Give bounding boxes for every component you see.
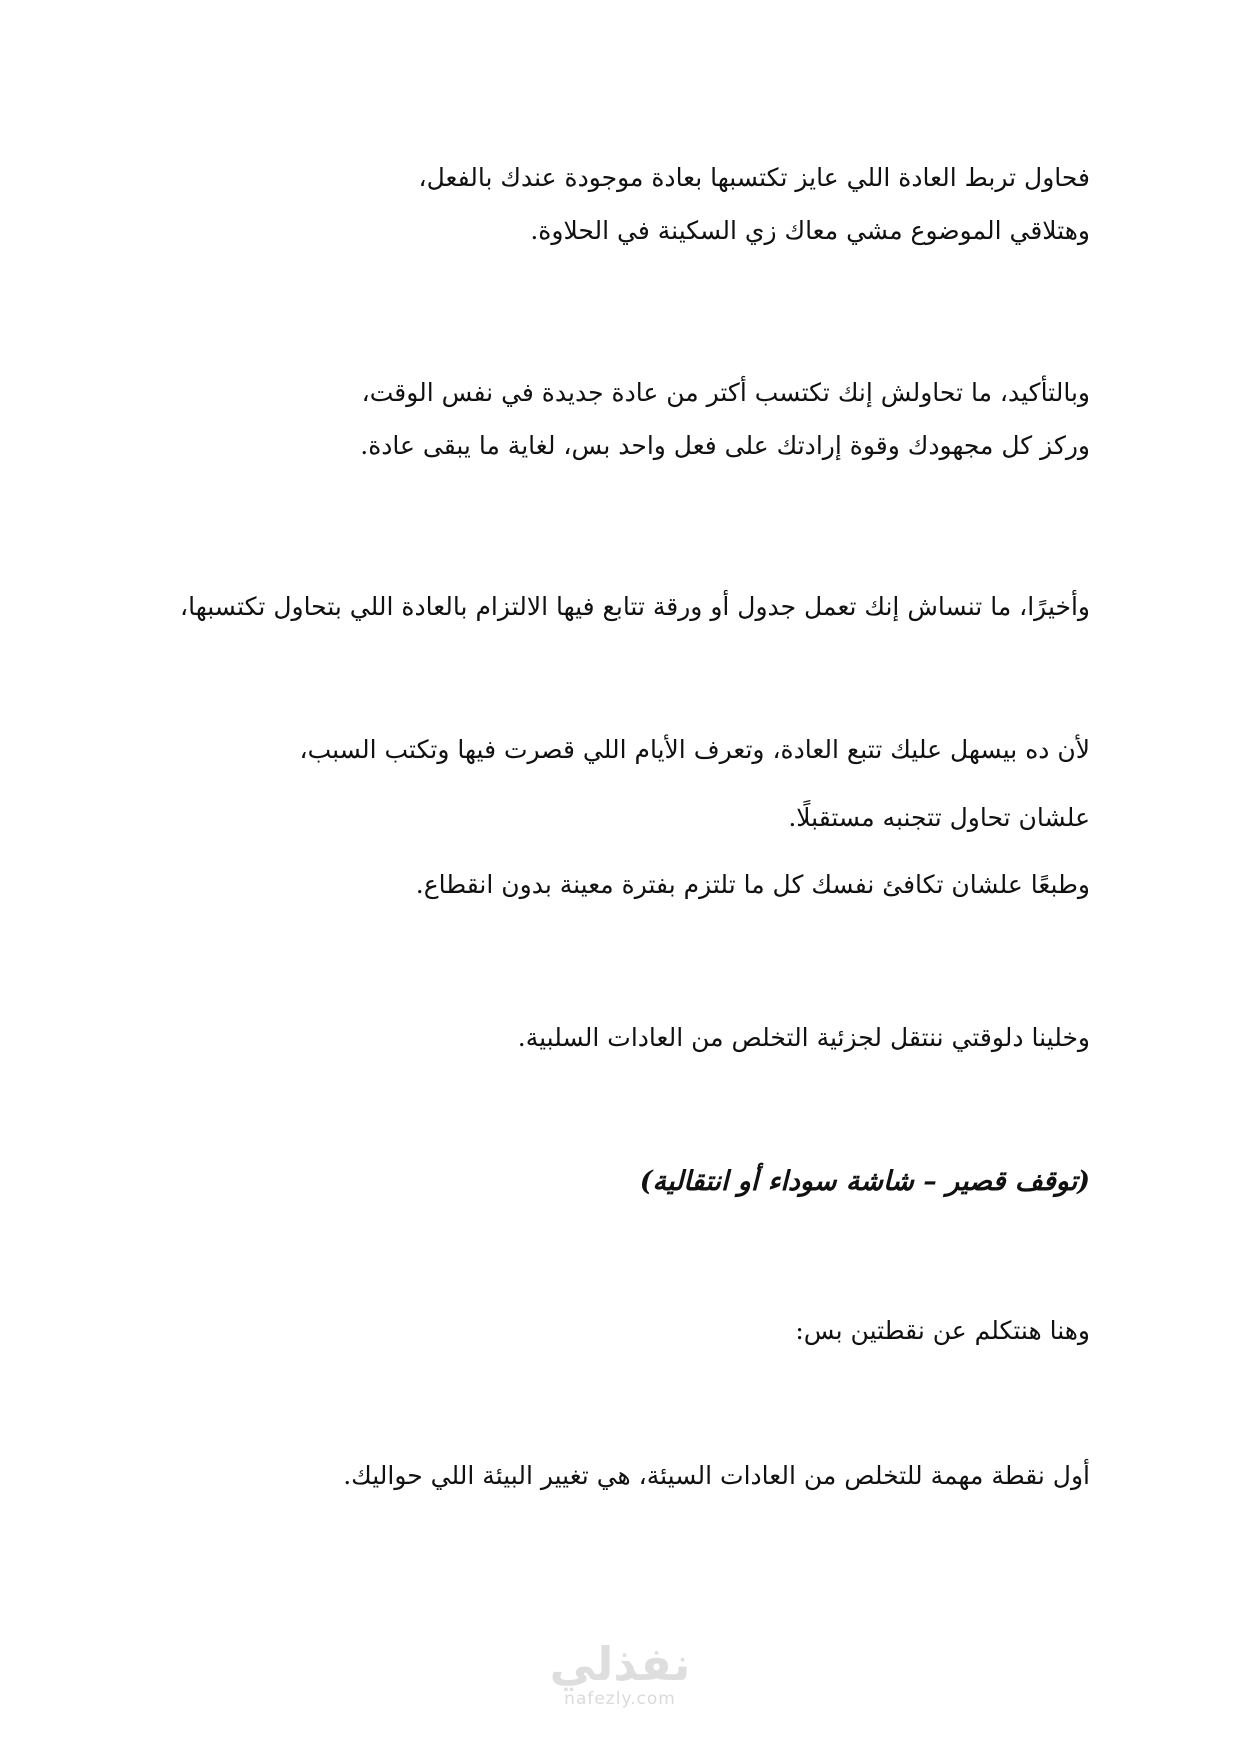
paragraph-line: وأخيرًا، ما تنساش إنك تعمل جدول أو ورقة تتابع فيها الالتزام بالعادة اللي بتحاول تكتسبها،: [180, 592, 1090, 621]
paragraph-line: لأن ده بيسهل عليك تتبع العادة، وتعرف الأيام اللي قصرت فيها وتكتب السبب،: [299, 735, 1090, 764]
paragraph-line: وخلينا دلوقتي ننتقل لجزئية التخلص من العادات السلبية.: [517, 1023, 1090, 1052]
paragraph-line: وبالتأكيد، ما تحاولش إنك تكتسب أكتر من عادة جديدة في نفس الوقت،: [361, 378, 1090, 407]
paragraph-line: فحاول تربط العادة اللي عايز تكتسبها بعادة موجودة عندك بالفعل،: [418, 163, 1090, 192]
paragraph-line: وهتلاقي الموضوع مشي معاك زي السكينة في الحلاوة.: [530, 216, 1090, 245]
nafezly-watermark: [530, 1637, 710, 1710]
paragraph-line: وهنا هنتكلم عن نقطتين بس:: [795, 1316, 1090, 1345]
watermark-url: nafezly.com: [564, 1689, 676, 1709]
paragraph-line: علشان تحاول تتجنبه مستقبلًا.: [788, 803, 1090, 832]
paragraph-line: وطبعًا علشان تكافئ نفسك كل ما تلتزم بفترة معينة بدون انقطاع.: [415, 870, 1090, 899]
paragraph-line: أول نقطة مهمة للتخلص من العادات السيئة، هي تغيير البيئة اللي حواليك.: [343, 1461, 1090, 1490]
paragraph-line: وركز كل مجهودك وقوة إرادتك على فعل واحد بس، لغاية ما يبقى عادة.: [360, 431, 1090, 460]
section-note-heading: (توقف قصير – شاشة سوداء أو انتقالية): [639, 1166, 1090, 1197]
watermark-logo: نفذلي: [549, 1637, 691, 1691]
